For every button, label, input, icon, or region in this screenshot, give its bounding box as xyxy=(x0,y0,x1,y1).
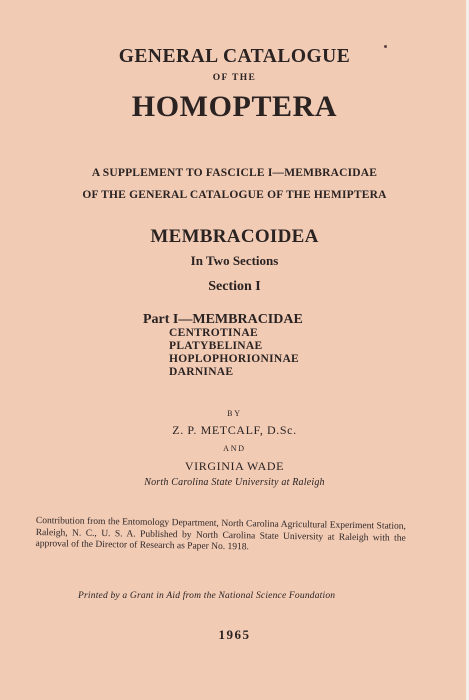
affiliation: North Carolina State University at Raleigh xyxy=(144,477,325,488)
catalogue-of-the: OF THE xyxy=(212,73,257,83)
catalogue-title: GENERAL CATALOGUE xyxy=(118,46,351,67)
section-label: Section I xyxy=(208,279,261,294)
subfamily-item: PLATYBELINAE xyxy=(169,340,263,352)
by-label: BY xyxy=(227,409,242,418)
contribution-note: Contribution from the Entomology Department, North Carolina Agricultural Experiment Station, Raleigh, N. C., U. S. A. Published by North Carolina State University at Raleigh with the approval of the Director of Research as Paper No. 1918. xyxy=(35,516,406,553)
author-2: VIRGINIA WADE xyxy=(184,459,285,473)
author-1: Z. P. METCALF, D.Sc. xyxy=(172,423,297,437)
order-title: HOMOPTERA xyxy=(131,90,338,123)
part-block xyxy=(143,312,303,379)
subfamily-item: DARNINAE xyxy=(169,366,234,378)
subfamily-item: CENTROTINAE xyxy=(169,327,258,339)
and-label: AND xyxy=(223,444,246,453)
grant-note: Printed by a Grant in Aid from the National Science Foundation xyxy=(78,591,336,601)
publication-year: 1965 xyxy=(218,627,251,642)
volume-title: MEMBRACOIDEA xyxy=(150,226,319,247)
supplement-line-2: OF THE GENERAL CATALOGUE OF THE HEMIPTERA xyxy=(82,189,387,201)
supplement-line-1: A SUPPLEMENT TO FASCICLE I—MEMBRACIDAE xyxy=(91,167,378,179)
part-title: Part I—MEMBRACIDAE xyxy=(143,312,303,327)
sections-note: In Two Sections xyxy=(190,253,279,268)
subfamily-item: HOPLOPHORIONINAE xyxy=(169,353,300,365)
